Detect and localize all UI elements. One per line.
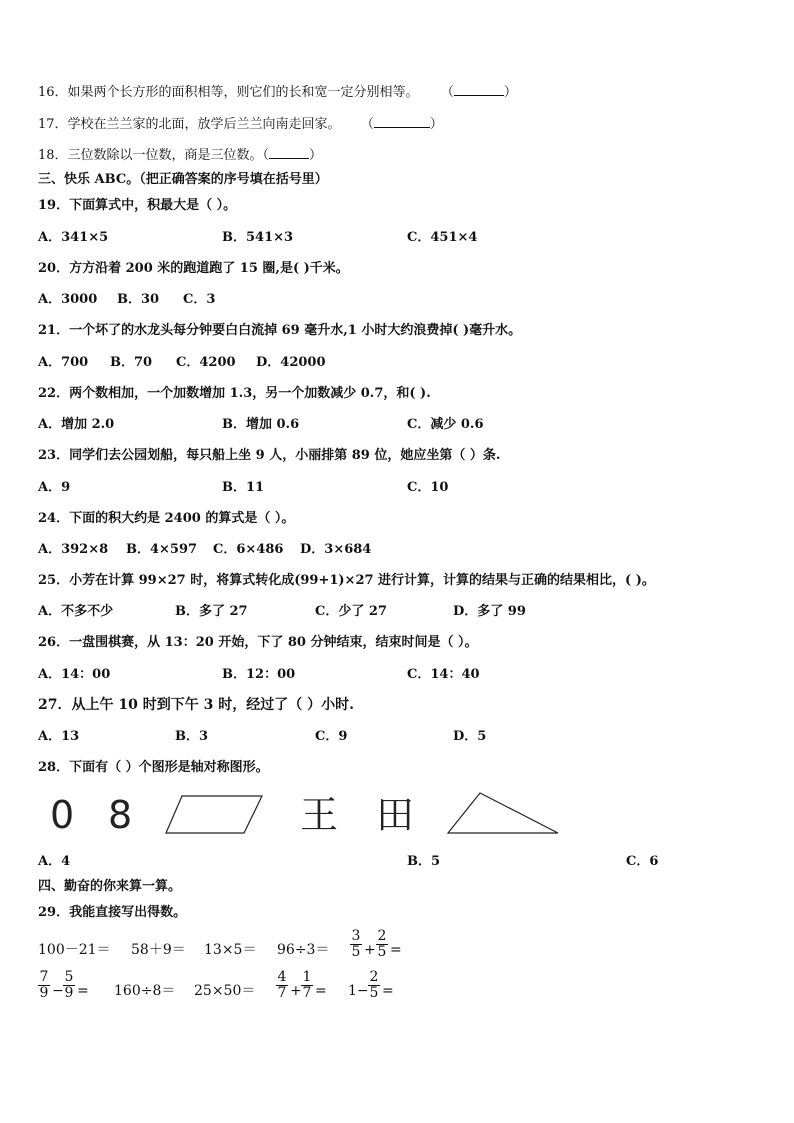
- figure-tian-character: 田: [376, 793, 415, 837]
- q25-option-c[interactable]: C．少了 27: [315, 604, 387, 619]
- q22-option-c[interactable]: C．减少 0.6: [407, 417, 484, 432]
- calc-3[interactable]: 13×5＝: [204, 942, 257, 958]
- fraction: 5 9: [64, 969, 74, 1001]
- fraction: 3 5: [351, 928, 361, 960]
- q23-option-a[interactable]: A．9: [38, 480, 71, 495]
- question-27-stem: 27．从上午 10 时到下午 3 时，经过了（ ）小时.: [38, 697, 354, 713]
- question-18: 18．三位数除以一位数，商是三位数。（ ）: [38, 148, 323, 163]
- q27-option-a[interactable]: A．13: [38, 729, 80, 744]
- calc-2[interactable]: 58＋9＝: [131, 942, 186, 958]
- calc-7[interactable]: 160÷8＝: [114, 983, 176, 999]
- question-16-text: 16．如果两个长方形的面积相等，则它们的长和宽一定分别相等。: [38, 85, 419, 100]
- q27-option-b[interactable]: B．3: [175, 729, 209, 744]
- answer-blank-17[interactable]: [374, 115, 430, 128]
- figure-zero: 0: [50, 793, 75, 837]
- question-22-stem: 22．两个数相加，一个加数增加 1.3，另一个加数减少 0.7，和( ).: [38, 386, 431, 401]
- question-18-text: 18．三位数除以一位数，商是三位数。（: [38, 148, 270, 163]
- q27-option-d[interactable]: D．5: [453, 729, 487, 744]
- fraction: 4 7: [277, 969, 287, 1001]
- question-26-stem: 26．一盘围棋赛，从 13：20 开始，下了 80 分钟结束，结束时间是（ ）。: [38, 635, 478, 650]
- q28-option-c[interactable]: C．6: [626, 854, 659, 869]
- q21-option-c[interactable]: C．4200: [176, 355, 236, 370]
- fraction: 7 9: [39, 969, 49, 1001]
- q22-option-a[interactable]: A．增加 2.0: [38, 417, 115, 432]
- section-4-heading: 四、勤奋的你来算一算。: [38, 879, 182, 894]
- question-28-stem: 28．下面有（ ）个图形是轴对称图形。: [38, 760, 269, 775]
- fraction: 2 5: [369, 969, 379, 1001]
- parallelogram-figure: [160, 792, 270, 838]
- q22-option-b[interactable]: B．增加 0.6: [222, 417, 300, 432]
- q21-option-a[interactable]: A．700: [38, 355, 89, 370]
- q20-option-b[interactable]: B．30: [117, 292, 160, 307]
- q19-option-c[interactable]: C．451×4: [407, 230, 478, 245]
- q20-option-a[interactable]: A．3000: [38, 292, 98, 307]
- q24-option-d[interactable]: D．3×684: [300, 542, 372, 557]
- q23-option-c[interactable]: C．10: [407, 480, 449, 495]
- figure-eight: 8: [108, 793, 133, 837]
- q24-option-c[interactable]: C．6×486: [213, 542, 284, 557]
- q21-option-b[interactable]: B．70: [110, 355, 153, 370]
- q28-option-b[interactable]: B．5: [407, 854, 441, 869]
- fraction: 1 7: [302, 969, 312, 1001]
- question-24-stem: 24．下面的积大约是 2400 的算式是（ ）。: [38, 511, 295, 526]
- figure-wang-character: 王: [300, 793, 339, 837]
- q26-option-b[interactable]: B．12：00: [222, 667, 296, 682]
- question-23-stem: 23．同学们去公园划船，每只船上坐 9 人，小丽排第 89 位，她应坐第（ ）条.: [38, 448, 501, 463]
- q24-option-b[interactable]: B．4×597: [126, 542, 198, 557]
- calc-8[interactable]: 25×50＝: [194, 983, 256, 999]
- question-19-stem: 19．下面算式中，积最大是（ ）。: [38, 198, 237, 213]
- q25-option-d[interactable]: D．多了 99: [453, 604, 526, 619]
- question-17-text: 17．学校在兰兰家的北面，放学后兰兰向南走回家。: [38, 117, 341, 132]
- calc-4[interactable]: 96÷3＝: [277, 942, 330, 958]
- fraction: 2 5: [377, 928, 387, 960]
- q25-option-a[interactable]: A．不多不少: [38, 604, 114, 619]
- q21-option-d[interactable]: D．42000: [256, 355, 326, 370]
- question-17: 17．学校在兰兰家的北面，放学后兰兰向南走回家。 （ ）: [38, 117, 443, 132]
- calc-1[interactable]: 100－21＝: [38, 942, 111, 958]
- question-21-stem: 21．一个坏了的水龙头每分钟要白白流掉 69 毫升水,1 小时大约浪费掉( )毫升水。: [38, 323, 522, 338]
- q20-option-c[interactable]: C．3: [183, 292, 216, 307]
- section-3-heading: 三、快乐 ABC。（把正确答案的序号填在括号里）: [38, 172, 328, 187]
- q28-option-a[interactable]: A．4: [38, 854, 71, 869]
- triangle-figure: [444, 790, 564, 838]
- q24-option-a[interactable]: A．392×8: [38, 542, 109, 557]
- answer-blank-16[interactable]: [454, 83, 504, 96]
- answer-blank-18[interactable]: [269, 146, 309, 159]
- q19-option-b[interactable]: B．541×3: [222, 230, 294, 245]
- question-20-stem: 20．方方沿着 200 米的跑道跑了 15 圈,是( )千米。: [38, 261, 349, 276]
- question-25-stem: 25．小芳在计算 99×27 时，将算式转化成(99+1)×27 进行计算，计算的结果与正确的结果相比，( )。: [38, 573, 655, 588]
- question-29-stem: 29．我能直接写出得数。: [38, 905, 187, 920]
- question-16: 16．如果两个长方形的面积相等，则它们的长和宽一定分别相等。 （ ）: [38, 85, 517, 100]
- q27-option-c[interactable]: C．9: [315, 729, 348, 744]
- q25-option-b[interactable]: B．多了 27: [175, 604, 248, 619]
- q23-option-b[interactable]: B．11: [222, 480, 265, 495]
- q26-option-c[interactable]: C．14：40: [407, 667, 480, 682]
- q26-option-a[interactable]: A．14：00: [38, 667, 111, 682]
- q19-option-a[interactable]: A．341×5: [38, 230, 109, 245]
